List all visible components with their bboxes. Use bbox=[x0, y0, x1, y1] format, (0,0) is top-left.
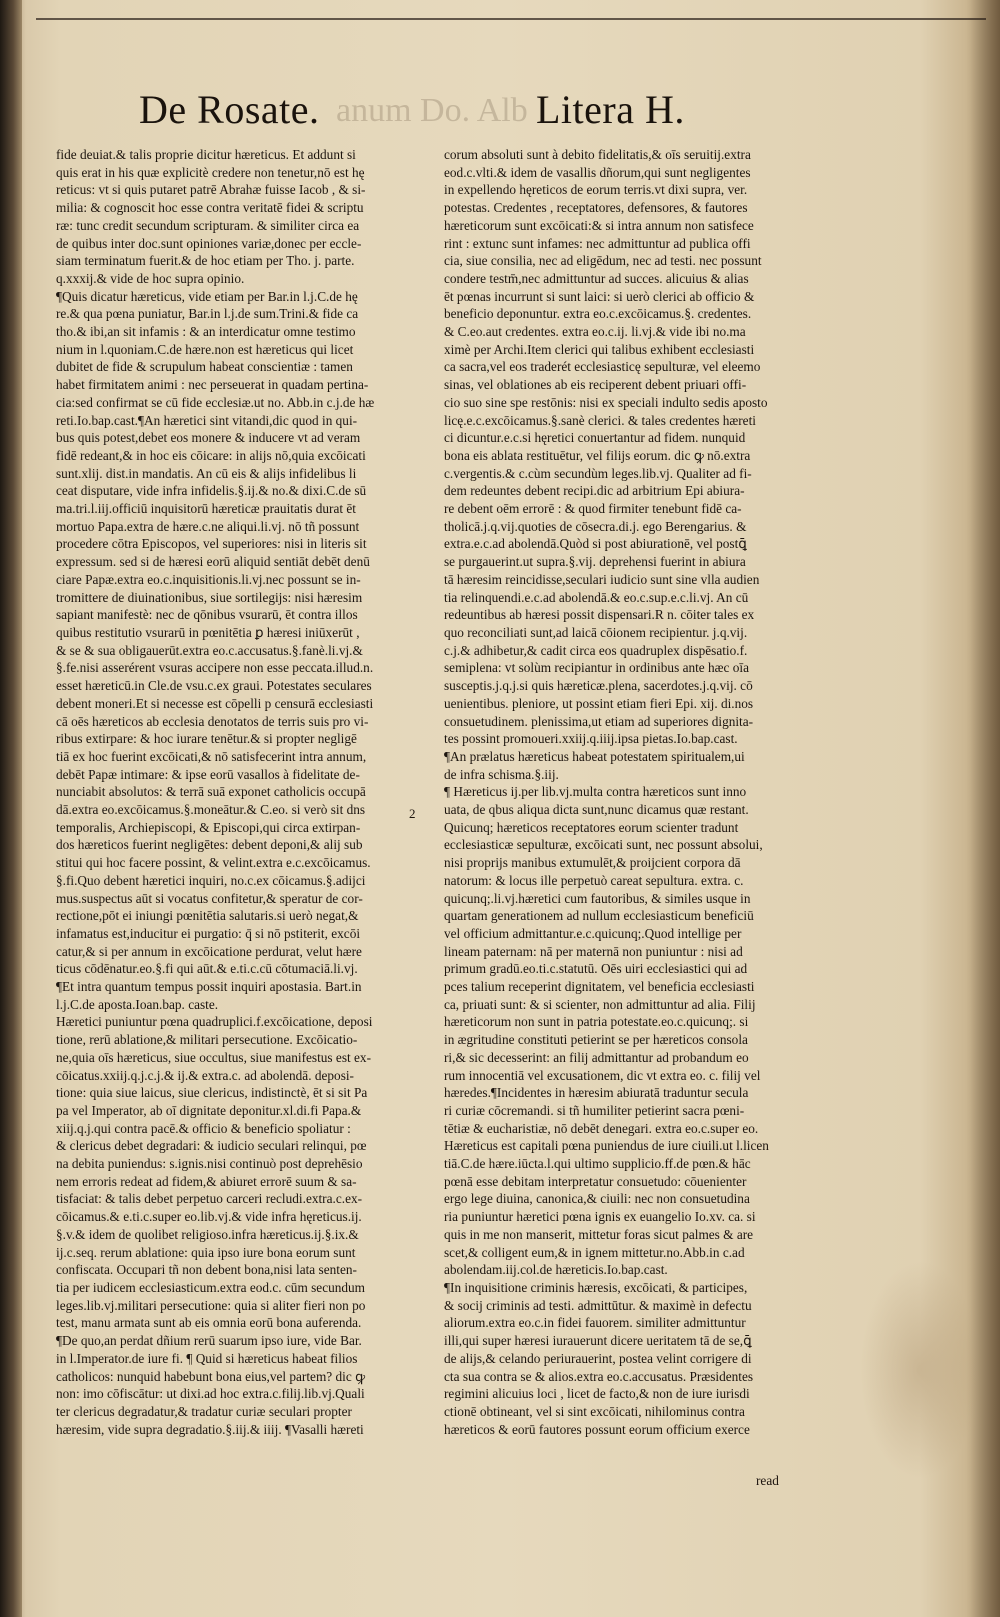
text-line: dubitet de fide & scrupulum habeat conscientiæ : tamen bbox=[56, 359, 353, 375]
text-line: ij.c.seq. rerum ablatione: quia ipso iure bona eorum sunt bbox=[56, 1244, 356, 1260]
text-line: hæresim, vide supra degradatio.§.iij.& iiij. ¶Vasalli hæreti bbox=[56, 1421, 364, 1437]
text-line: dem redeuntes debent recipi.dic ad arbitrium Epi abiura- bbox=[444, 483, 745, 499]
text-line: reticus: vt si quis putaret patrē Abrahæ fuisse Iacob , & si- bbox=[56, 182, 366, 198]
text-line: tromittere de diuinationibus, siue sortilegijs: nisi hæresim bbox=[56, 589, 363, 605]
text-line: mus.suspectus aūt si vocatus confitetur,& speratur de cor- bbox=[56, 890, 363, 906]
text-line: ciare Papæ.extra eo.c.inquisitionis.li.vj.nec possunt se in- bbox=[56, 571, 361, 587]
text-line: ci dicuntur.e.c.si hęretici conuertantur ad fidem. nunquid bbox=[444, 430, 746, 446]
text-line: na debita puniendus: s.ignis.nisi continuò post deprehēsio bbox=[56, 1156, 363, 1172]
text-line: ræ: tunc credit secundum scripturam. & similiter circa ea bbox=[56, 217, 360, 233]
text-line: bus quis potest,debet eos monere & inducere vt ad veram bbox=[56, 430, 361, 446]
text-line: bona eis ablata restituētur, vel filijs eorum. dic ꝙ nō.extra bbox=[444, 447, 751, 463]
text-line: tētiæ & eucharistiæ, nō debēt denegari. extra eo.c.super eo. bbox=[444, 1120, 759, 1136]
text-line: consuetudinem. plenissima,ut etiam ad superiores dignita- bbox=[444, 713, 754, 729]
text-line: ximè per Archi.Item clerici qui talibus exhibent ecclesiasti bbox=[444, 341, 755, 357]
text-line: sunt.xlij. dist.in mandatis. An cū eis & alijs infidelibus li bbox=[56, 465, 357, 481]
text-line: ticus cōdēnatur.eo.§.fi qui aūt.& e.ti.c.cū cōtumaciā.li.vj. bbox=[56, 961, 358, 977]
text-line: condere testm̄,nec admittuntur ad succes. alicuius & alias bbox=[444, 270, 749, 286]
text-line: ri curiæ cōcremandi. si tñ humiliter petierint sacra pœni- bbox=[444, 1102, 745, 1118]
text-line: expressum. sed si de hæresi eorū aliquid sentiāt debēt denū bbox=[56, 554, 370, 570]
text-line: ¶De quo,an perdat dñium rerū suarum ipso iure, vide Bar. bbox=[56, 1333, 362, 1349]
text-line: fide deuiat.& talis proprie dicitur hæreticus. Et addunt si bbox=[56, 147, 356, 162]
text-line: cia:sed confirmat se cū fide ecclesiæ.ut no. Abb.in c.j.de hæ bbox=[56, 394, 375, 410]
text-line: primum gradū.eo.ti.c.statutū. Oēs uiri ecclesiastici qui ad bbox=[444, 961, 748, 977]
text-line: q.xxxij.& vide de hoc supra opinio. bbox=[56, 270, 245, 286]
text-line: ceat disputare, vide infra infidelis.§.ij.& no.& dixi.C.de sū bbox=[56, 483, 367, 499]
text-line: cia, siue consilia, nec ad eligēdum, nec ad testi. nec possunt bbox=[444, 253, 762, 269]
text-line: tia relinquendi.e.c.ad abolendā.& eo.c.sup.e.c.li.vj. An cū bbox=[444, 589, 749, 605]
text-line: §.v.& idem de quolibet religioso.infra hæreticus.ij.§.ix.& bbox=[56, 1226, 359, 1242]
text-line: corum absoluti sunt à debito fidelitatis,& oīs seruitij.extra bbox=[444, 147, 751, 162]
book-page bbox=[36, 18, 986, 1608]
text-line: eod.c.vlti.& idem de vasallis dñorum,qui sunt negligentes bbox=[444, 164, 751, 180]
text-line: sinas, vel oblationes ab eis reciperent debent priuari offi- bbox=[444, 377, 747, 393]
text-line: lineam paternam: nā per maternā non puniuntur : nisi ad bbox=[444, 943, 743, 959]
show-through-text: anum Do. Alb bbox=[336, 92, 528, 129]
text-line: §.fe.nisi asserérent vsuras accipere non esse peccata.illud.n. bbox=[56, 660, 374, 676]
text-line: se purgauerint.ut supra.§.vij. deprehensi fuerint in abiura bbox=[444, 554, 746, 570]
text-line: tisfaciat: & talis debet perpetuo carceri recludi.extra.c.ex- bbox=[56, 1191, 363, 1207]
text-line: extra.e.c.ad abolendā.Quòd si post abiurationē, vel postꝗ̄ bbox=[444, 536, 747, 552]
text-line: tho.& ibi,an sit infamis : & an interdicatur omne testimo bbox=[56, 324, 356, 340]
text-line: pœnā esse debitam interpretatur consuetudo: cōuenienter bbox=[444, 1173, 747, 1189]
text-line: aliorum.extra eo.c.in fidei fauorem. similiter admittuntur bbox=[444, 1315, 746, 1331]
text-line: ca, priuati sunt: & si scienter, non admittuntur ad alia. Filij bbox=[444, 996, 756, 1012]
text-line: ria puniuntur hæretici pœna ignis ex euangelio Io.xv. ca. si bbox=[444, 1209, 756, 1225]
text-line: tholicā.j.q.vij.quoties de cōsecra.di.j. ego Berengarius. & bbox=[444, 518, 747, 534]
text-line: quis erat in his quæ explicitè credere non tenetur,nō est hę bbox=[56, 164, 365, 180]
text-line: temporalis, Archiepiscopi, & Episcopi,qui circa extirpan- bbox=[56, 819, 361, 835]
catchword: read bbox=[756, 1473, 779, 1488]
text-line: de alijs,& celando periurauerint, postea velint corrigere di bbox=[444, 1350, 752, 1366]
text-line: nisi proprijs manibus extumulēt,& proijcient corpora dā bbox=[444, 855, 741, 871]
text-line: rectione,pōt ei iniungi pœnitētia salutaris.si uerò negat,& bbox=[56, 908, 359, 924]
text-line: susceptis.j.q.j.si quis hæreticæ.plena, sacerdotes.j.q.vij. cō bbox=[444, 678, 753, 694]
text-line: hæreticorum non sunt in patria potestate.eo.c.quicunq;. si bbox=[444, 1014, 749, 1030]
text-line: ne,quia oīs hæreticus, siue occultus, siue manifestus est ex- bbox=[56, 1049, 371, 1065]
text-line: de infra schisma.§.iij. bbox=[444, 766, 559, 782]
text-line: ecclesiasticæ sepulturæ, excōicati sunt, nec possunt absolui, bbox=[444, 837, 763, 853]
text-line: quibus restitutio vsurarū in pœnitētia ꝑ hæresi iniūxerūt , bbox=[56, 624, 360, 640]
text-line: tione, rerū ablatione,& militari persecutione. Excōicatio- bbox=[56, 1032, 358, 1048]
text-line: tes possint promoueri.xxiij.q.iiij.ipsa pietas.Io.bap.cast. bbox=[444, 731, 738, 747]
text-line: de quibus inter doc.sunt opiniones variæ,donec per eccle- bbox=[56, 235, 362, 251]
text-line: dos hæreticos fuerint negligētes: debent deponi,& alij sub bbox=[56, 837, 363, 853]
text-line: mortuo Papa.extra de hære.c.ne aliqui.li.vj. nō tñ possunt bbox=[56, 518, 360, 534]
section-marker: 2 bbox=[409, 806, 416, 821]
text-line: rum innocentiā vel excusationem, dic vt extra eo. c. filij vel bbox=[444, 1067, 761, 1083]
text-line: in ægritudine constituti petierint se per hæreticos consola bbox=[444, 1032, 748, 1048]
text-line: uata, de qbus aliqua dicta sunt,nunc dicamus quæ restant. bbox=[444, 802, 749, 818]
text-line: c.j.& adhibetur,& cadit circa eos quadruplex dispēsatio.f. bbox=[444, 642, 748, 658]
text-line: ergo lege diuina, canonica,& ciuili: nec non consuetudina bbox=[444, 1191, 750, 1207]
text-line: redeuntibus ab hæresi possit dispensari.R n. cōiter tales ex bbox=[444, 607, 755, 623]
text-line: infamatus est,inducitur ei purgatio: q̄ si nō pstiterit, excōi bbox=[56, 925, 361, 941]
text-line: ēt pœnas incurrunt si sunt laici: si uerò clerici ab officio & bbox=[444, 288, 755, 304]
text-line: re debent oēm errorē : & quod firmiter tenebunt fidē ca- bbox=[444, 501, 742, 517]
text-line: ¶ Hæreticus ij.per lib.vj.multa contra hæreticos sunt inno bbox=[444, 784, 747, 800]
text-line: tione: quia siue laicus, siue clericus, indistinctè, ēt si sit Pa bbox=[56, 1085, 368, 1101]
text-line: ¶An prælatus hæreticus habeat potestatem spiritualem,ui bbox=[444, 748, 745, 764]
text-line: potestas. Credentes , receptatores, defensores, & fautores bbox=[444, 200, 748, 216]
text-line: stitui qui hoc facere possint, & velint.extra e.c.excōicamus. bbox=[56, 855, 371, 871]
text-line: hæredes.¶Incidentes in hæresim abiuratā traduntur secula bbox=[444, 1085, 749, 1101]
text-line: tā hæresim reincidisse,seculari iudicio sunt sine vlla audien bbox=[444, 571, 760, 587]
text-line: pa vel Imperator, ab oī dignitate deponitur.xl.di.fi Papa.& bbox=[56, 1102, 362, 1118]
text-line: Hæretici puniuntur pœna quadruplici.f.excōicatione, deposi bbox=[56, 1014, 373, 1030]
text-line: hæreticos & eorū fautores possunt eorum officium exerce bbox=[444, 1421, 750, 1437]
text-line: procedere cōtra Episcopos, vel superiores: nisi in literis sit bbox=[56, 536, 367, 552]
text-line: quis in me non manserit, mittetur foras sicut palmes & are bbox=[444, 1226, 754, 1242]
text-line: cta sua contra se & alios.extra eo.c.accusatus. Præsidentes bbox=[444, 1368, 754, 1384]
text-line: l.j.C.de aposta.Ioan.bap. caste. bbox=[56, 996, 219, 1012]
text-line: hæreticorum sunt excōicati:& si intra annum non satisfece bbox=[444, 217, 754, 233]
text-line: habet firmitatem animi : nec perseuerat in quadam pertina- bbox=[56, 377, 369, 393]
text-line: dā.extra eo.excōicamus.§.moneātur.& C.eo. si verò sit dns bbox=[56, 802, 366, 818]
text-line: cio suo sine spe restōnis: nisi ex speciali indulto sedis aposto bbox=[444, 394, 768, 410]
text-line: nem erroris redeat ad fidem,& abiuret errorē suum & sa- bbox=[56, 1173, 357, 1189]
text-line: & se & sua obligauerūt.extra eo.c.accusatus.§.fanè.li.vj.& bbox=[56, 642, 363, 658]
text-line: nium in l.quoniam.C.de hære.non est hæreticus qui licet bbox=[56, 341, 354, 357]
running-head-right: Litera H. bbox=[536, 87, 685, 132]
text-line: illi,qui super hæresi iurauerunt dicere ueritatem tā de se,ꝗ̄ bbox=[444, 1333, 752, 1349]
text-line: confiscata. Occupari tñ non debent bona,nisi lata senten- bbox=[56, 1262, 357, 1278]
text-line: Quicunq; hæreticos receptatores eorum scienter tradunt bbox=[444, 819, 739, 835]
text-line: ca sacra,vel eos traderét ecclesiasticę sepulturæ, vel eleemo bbox=[444, 359, 761, 375]
text-line: ¶Et intra quantum tempus possit inquiri apostasia. Bart.in bbox=[56, 979, 362, 995]
text-line: sapiant manifestè: nec de qōnibus vsurarū, ēt contra illos bbox=[56, 607, 358, 623]
running-head-left: De Rosate. bbox=[139, 87, 320, 132]
text-line: tiā.C.de hære.iūcta.l.qui ultimo supplicio.ff.de pœn.& hāc bbox=[444, 1156, 751, 1172]
right-text-column bbox=[444, 146, 846, 1438]
text-line: non: imo cōfiscātur: ut dixi.ad hoc extra.c.filij.lib.vj.Quali bbox=[56, 1386, 365, 1402]
text-line: ribus extirpare: & hoc iurare tenētur.& si propter negligē bbox=[56, 731, 357, 747]
text-line: ter clericus degradatur,& tradatur curiæ seculari propter bbox=[56, 1403, 352, 1419]
text-line: catur,& si per annum in excōicatione perdurat, velut hære bbox=[56, 943, 362, 959]
text-line: tiā ex hoc fuerint excōicati,& nō satisfecerint intra annum, bbox=[56, 748, 367, 764]
text-line: re.& qua pœna puniatur, Bar.in l.j.de sum.Trini.& fide ca bbox=[56, 306, 359, 322]
text-line: & socij criminis ad testi. admittūtur. & maximè in defectu bbox=[444, 1297, 752, 1313]
text-line: siam terminatum fuerit.& de hoc etiam per Tho. j. parte. bbox=[56, 253, 355, 269]
text-line: semiplena: vt solùm recipiantur in ordinibus ante hæc oīa bbox=[444, 660, 750, 676]
text-line: licę.e.c.excōicamus.§.sanè clerici. & tales credentes hæreti bbox=[444, 412, 756, 428]
binding-gutter bbox=[0, 0, 22, 1617]
text-line: ¶Quis dicatur hæreticus, vide etiam per Bar.in l.j.C.de hę bbox=[56, 288, 358, 304]
text-line: vel officium admittantur.e.c.quicunq;.Quod intellige per bbox=[444, 925, 742, 941]
text-line: pces talium receperint dignitatem, vel beneficia ecclesiasti bbox=[444, 979, 755, 995]
text-line: nunciabit absolutos: & terrā suā exponet catholicis occupā bbox=[56, 784, 366, 800]
left-text-column bbox=[56, 146, 428, 1438]
top-rule bbox=[36, 18, 986, 20]
text-line: ctionē obtineant, vel si sint excōicati, nihilominus contra bbox=[444, 1403, 745, 1419]
text-line: xiij.q.j.qui contra pacē.& officio & beneficio spoliatur : bbox=[56, 1120, 351, 1136]
text-line: Hæreticus est capitali pœna puniendus de iure ciuili.ut l.licen bbox=[444, 1138, 769, 1154]
text-line: regimini alicuius loci , licet de facto,& non de iure iurisdi bbox=[444, 1386, 750, 1402]
text-line: quartam generationem ad nullum ecclesiasticum beneficiū bbox=[444, 908, 754, 924]
text-line: ma.tri.l.iij.officiū inquisitorū hæreticæ prauitatis durat ēt bbox=[56, 501, 356, 517]
text-line: cā oēs hæreticos ab ecclesia denotatos de terris suis pro vi- bbox=[56, 713, 369, 729]
text-line: natorum: & locus ille perpetuò careat sepultura. extra. c. bbox=[444, 872, 744, 888]
text-line: scet,& colligent eum,& in ignem mittetur.no.Abb.in c.ad bbox=[444, 1244, 745, 1260]
text-line: beneficio deponuntur. extra eo.c.excōicamus.§. credentes. bbox=[444, 306, 752, 322]
text-line: cōicatus.xxiij.q.j.c.j.& ij.& extra.c. ad abolendā. deposi- bbox=[56, 1067, 354, 1083]
text-line: reti.Io.bap.cast.¶An hæretici sint vitandi,dic quod in qui- bbox=[56, 412, 358, 428]
text-line: debēt Papæ intimare: & ipse eorū vasallos à fidelitate de- bbox=[56, 766, 360, 782]
text-line: tia per iudicem ecclesiasticum.extra eod.c. cūm secundum bbox=[56, 1280, 366, 1295]
text-line: rint : extunc sunt infames: nec admittuntur ad publica offi bbox=[444, 235, 751, 251]
text-line: §.fi.Quo debent hæretici inquiri, no.c.ex cōicamus.§.adijci bbox=[56, 872, 366, 888]
text-line: debent moneri.Et si necesse est cōpelli p censurā ecclesiasti bbox=[56, 695, 374, 711]
text-line: milia: & cognoscit hoc esse contra veritatē fidei & scriptu bbox=[56, 200, 364, 216]
text-line: ¶In inquisitione criminis hæresis, excōicati, & participes, bbox=[444, 1280, 748, 1295]
text-line: c.vergentis.& c.cùm secundùm leges.lib.vj. Qualiter ad fi- bbox=[444, 465, 752, 481]
text-line: & C.eo.aut credentes. extra eo.c.ij. li.vj.& vide ibi no.ma bbox=[444, 324, 746, 340]
text-line: & clericus debet degradari: & iudicio seculari relinqui, pœ bbox=[56, 1138, 367, 1154]
text-line: leges.lib.vj.militari persecutione: quia si aliter fieri non po bbox=[56, 1297, 366, 1313]
text-line: ri,& sic decesserint: an filij admittantur ad probandum eo bbox=[444, 1049, 749, 1065]
text-line: quo reconciliati sunt,ad laicā cōionem recipientur. j.q.vij. bbox=[444, 624, 748, 640]
text-line: catholicos: nunquid habebunt bona eius,vel partem? dic ꝙ bbox=[56, 1368, 366, 1384]
text-line: quicunq;.li.vj.hæretici cum fautoribus, & similes usque in bbox=[444, 890, 751, 906]
text-line: in l.Imperator.de iure fi. ¶ Quid si hæreticus habeat filios bbox=[56, 1350, 358, 1366]
text-line: in expellendo hęreticos de eorum terris.vt dixi supra, ver. bbox=[444, 182, 748, 198]
text-line: fidē redeant,& in hoc eis cōicare: in alijs nō,quia excōicati bbox=[56, 447, 366, 463]
text-line: uenientibus. pleniore, ut possint etiam fieri Epi. xij. di.nos bbox=[444, 695, 754, 711]
text-line: cōicamus.& e.ti.c.super eo.lib.vj.& vide infra hęreticus.ij. bbox=[56, 1209, 362, 1225]
text-line: esset hæreticū.in Cle.de vsu.c.ex graui. Potestates seculares bbox=[56, 678, 372, 694]
text-line: abolendam.iij.col.de hæreticis.Io.bap.cast. bbox=[444, 1262, 668, 1278]
text-line: test, manu armata sunt ab eis omnia eorū bona auferenda. bbox=[56, 1315, 362, 1331]
